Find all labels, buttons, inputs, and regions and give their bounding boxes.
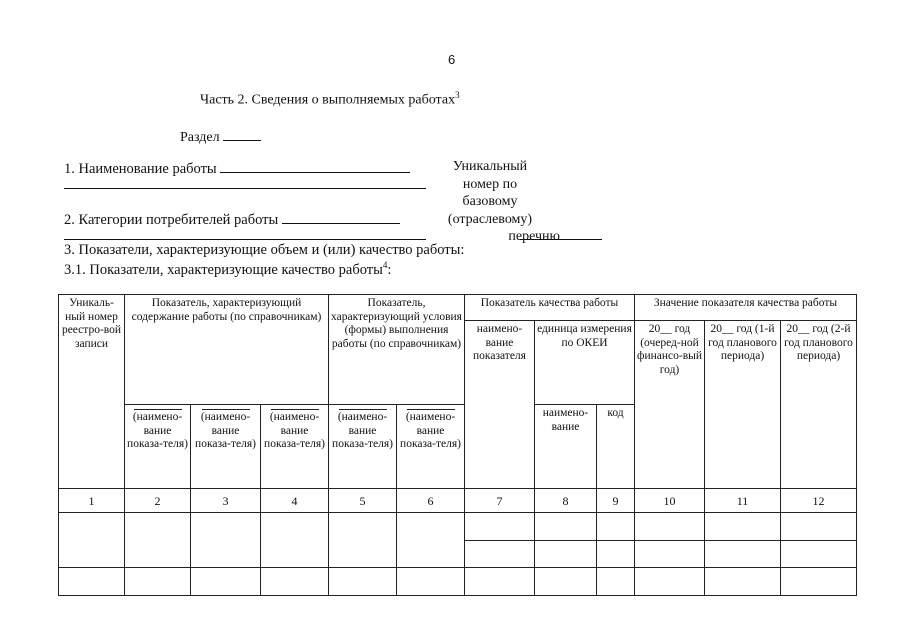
column-number-row	[59, 489, 857, 513]
unique-number-blank	[520, 239, 602, 240]
header-sub-indicator-5	[329, 405, 397, 489]
table-row	[59, 568, 857, 596]
header-year-plan-1: 20__ год (1-й год планового периода)	[705, 321, 781, 489]
consumer-category-blank-line2	[64, 239, 426, 240]
col-number-7: 7	[465, 489, 535, 513]
header-indicator-name: наимено-вание показателя	[465, 321, 535, 489]
header-unit-code: код	[597, 405, 635, 489]
empty-cell	[705, 568, 781, 596]
empty-cell	[125, 568, 191, 596]
col-number-12: 12	[781, 489, 857, 513]
section-label: Раздел	[180, 130, 220, 145]
part-title-footnote: 3	[455, 90, 460, 100]
unique-number-line-1: Уникальный	[452, 159, 528, 174]
empty-cell	[191, 513, 261, 568]
work-name-blank	[220, 158, 410, 173]
empty-cell	[329, 513, 397, 568]
consumer-category-row	[64, 209, 400, 229]
empty-cell	[261, 568, 329, 596]
empty-cell	[705, 513, 781, 541]
sub-indicator-4-text: (наимено-вание показа-теля)	[264, 411, 325, 450]
empty-cell	[59, 568, 125, 596]
section-blank	[223, 126, 261, 141]
empty-cell	[781, 541, 857, 568]
empty-cell	[465, 568, 535, 596]
empty-cell	[261, 513, 329, 568]
quality-indicators-table	[58, 294, 857, 596]
empty-cell	[781, 513, 857, 541]
sub-indicator-6-text: (наимено-вание показа-теля)	[400, 411, 461, 450]
empty-cell	[397, 513, 465, 568]
empty-cell	[635, 513, 705, 541]
empty-cell	[635, 568, 705, 596]
work-name-blank-line2	[64, 188, 426, 189]
unique-number-block	[420, 158, 560, 246]
empty-cell	[781, 568, 857, 596]
quality-indicators-text: 3.1. Показатели, характеризующие качество работы	[64, 261, 383, 278]
col-number-11: 11	[705, 489, 781, 513]
header-year-current: 20__ год (очеред-ной финансо-вый год)	[635, 321, 705, 489]
empty-cell	[329, 568, 397, 596]
work-name-label: 1. Наименование работы	[64, 161, 217, 177]
sub-indicator-2-text: (наимено-вание показа-теля)	[127, 411, 188, 450]
header-content-indicator: Показатель, характеризующий содержание работы (по справочникам)	[125, 295, 329, 405]
header-indicator-value: Значение показателя качества работы	[635, 295, 857, 321]
empty-cell	[705, 541, 781, 568]
header-quality-indicator: Показатель качества работы	[465, 295, 635, 321]
unique-number-line-2: номер по	[462, 176, 518, 192]
col-number-2: 2	[125, 489, 191, 513]
empty-cell	[125, 513, 191, 568]
empty-cell	[535, 568, 597, 596]
header-unique-record-number: Уникаль-ный номер реестро-вой записи	[59, 295, 125, 489]
header-sub-indicator-2	[125, 405, 191, 489]
empty-cell	[535, 513, 597, 541]
col-number-3: 3	[191, 489, 261, 513]
col-number-4: 4	[261, 489, 329, 513]
header-sub-indicator-4	[261, 405, 329, 489]
work-name-row	[64, 158, 410, 178]
unique-number-line-3: базовому	[462, 194, 518, 209]
part-title	[200, 90, 460, 109]
empty-cell	[465, 513, 535, 541]
section-field	[180, 126, 261, 146]
col-number-1: 1	[59, 489, 125, 513]
header-sub-indicator-3	[191, 405, 261, 489]
unique-number-line-4: (отраслевому)	[447, 211, 533, 227]
col-number-6: 6	[397, 489, 465, 513]
consumer-category-label: 2. Категории потребителей работы	[64, 212, 279, 228]
col-number-5: 5	[329, 489, 397, 513]
consumer-category-blank	[282, 209, 400, 224]
page-number: 6	[448, 52, 456, 67]
header-year-plan-2: 20__ год (2-й год планового периода)	[781, 321, 857, 489]
unique-number-line-5: перечню	[508, 229, 560, 244]
empty-cell	[191, 568, 261, 596]
header-conditions-indicator: Показатель, характеризующий условия (формы) выполнения работы (по справочникам)	[329, 295, 465, 405]
empty-cell	[465, 541, 535, 568]
header-sub-indicator-6	[397, 405, 465, 489]
part-title-text: Часть 2. Сведения о выполняемых работах	[200, 92, 456, 108]
sub-indicator-3-text: (наимено-вание показа-теля)	[195, 411, 256, 450]
empty-cell	[597, 568, 635, 596]
col-number-10: 10	[635, 489, 705, 513]
quality-indicators-footnote: 4	[382, 260, 388, 270]
header-measurement-unit: единица измерения по ОКЕИ	[535, 321, 635, 405]
empty-cell	[597, 541, 635, 568]
empty-cell	[597, 513, 635, 541]
indicators-heading: 3. Показатели, характеризующие объем и (или) качество работы:	[64, 242, 465, 258]
col-number-9: 9	[597, 489, 635, 513]
sub-indicator-5-text: (наимено-вание показа-теля)	[332, 411, 393, 450]
empty-cell	[535, 541, 597, 568]
col-number-8: 8	[535, 489, 597, 513]
empty-cell	[635, 541, 705, 568]
table-row	[59, 513, 857, 541]
header-unit-name: наимено-вание	[535, 405, 597, 489]
empty-cell	[397, 568, 465, 596]
quality-indicators-heading: 3.1. Показатели, характеризующие качество работы$^4$:	[64, 260, 392, 278]
empty-cell	[59, 513, 125, 568]
